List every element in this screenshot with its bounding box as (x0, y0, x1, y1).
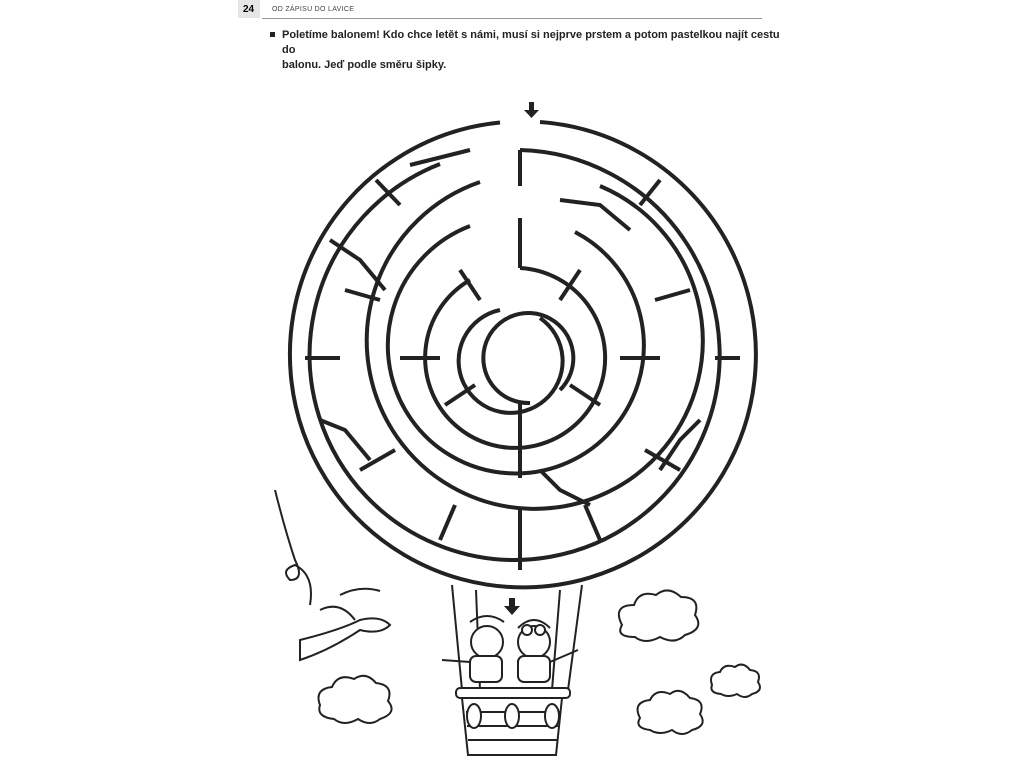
running-head: OD ZÁPISU DO LAVICE (272, 6, 355, 13)
maze-wall (330, 240, 385, 290)
maze-ring-outer (290, 122, 756, 587)
maze-center (483, 313, 573, 403)
cloud-icon (638, 691, 703, 734)
maze-wall (540, 470, 590, 505)
entry-arrow-icon (524, 102, 539, 118)
maze-spoke (440, 505, 455, 540)
cloud-icon (711, 665, 760, 697)
maze-wall (560, 200, 630, 230)
maze-spoke (585, 505, 600, 540)
maze-wall (410, 150, 470, 165)
cloud-icon (619, 590, 698, 641)
maze-ring-2 (310, 150, 720, 560)
maze (290, 122, 756, 587)
maze-ring-5 (425, 268, 605, 448)
page-number: 24 (243, 4, 255, 15)
instruction-line-2: balonu. Jeď podle směru šipky. (282, 59, 447, 71)
maze-spoke (560, 270, 580, 300)
exit-arrow-icon (504, 598, 520, 615)
instruction-line-1: Poletíme balonem! Kdo chce letět s námi, musí si nejprve prstem a potom pastelkou najít cestu do (282, 29, 780, 56)
maze-ring-3 (367, 182, 703, 509)
basket-icon (456, 688, 570, 755)
cloud-icon (319, 676, 392, 723)
maze-spoke (655, 290, 690, 300)
goose-icon (275, 490, 390, 660)
